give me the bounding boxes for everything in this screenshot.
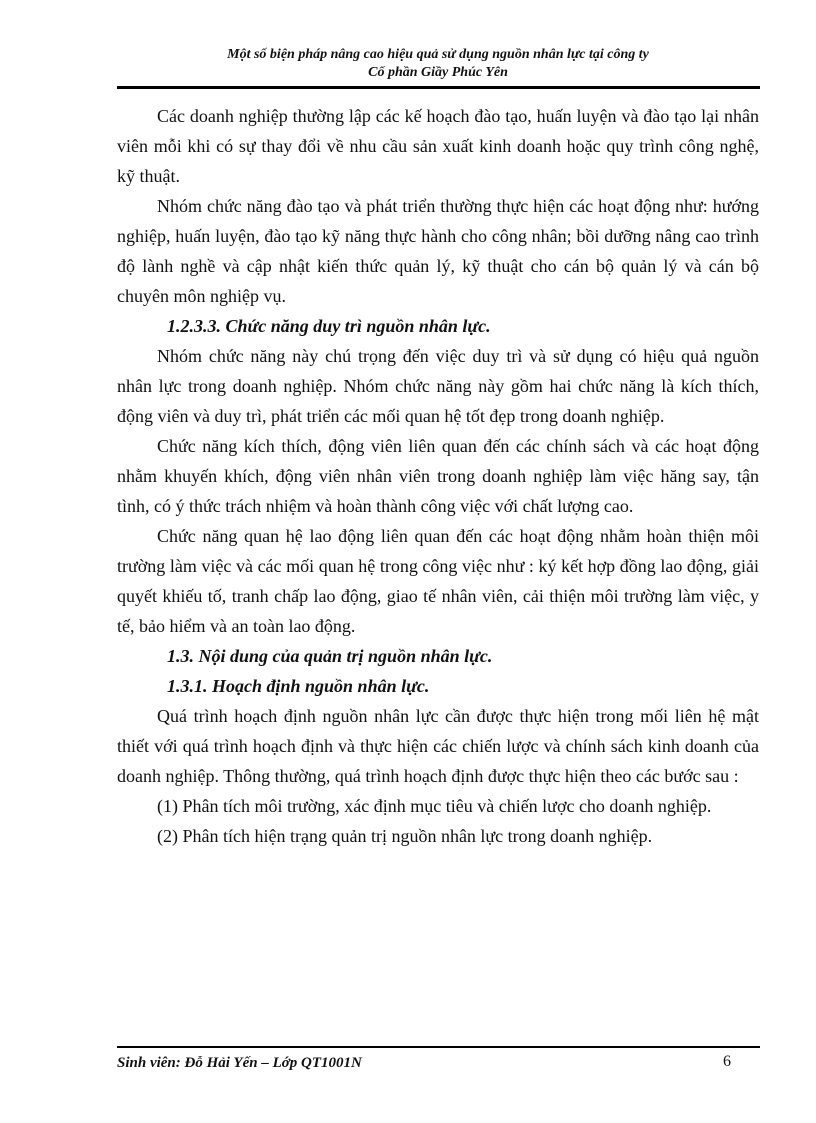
header-divider bbox=[117, 86, 760, 89]
header-title-line-1: Một số biện pháp nâng cao hiệu quả sử dụng nguồn nhân lực tại công ty bbox=[227, 47, 649, 62]
page-header bbox=[117, 46, 759, 82]
paragraph-training-activities: Nhóm chức năng đào tạo và phát triển thường thực hiện các hoạt động như: hướng nghiệp, huấn luyện, đào tạo kỹ năng thực hành cho công nhân; bồi dưỡng nâng cao trình độ lành nghề và cập nhật kiến thức quản lý, kỹ thuật cho cán bộ quản lý và cán bộ chuyên môn nghiệp vụ. bbox=[117, 196, 759, 306]
paragraph-maintenance-function: Nhóm chức năng này chú trọng đến việc duy trì và sử dụng có hiệu quả nguồn nhân lực trong doanh nghiệp. Nhóm chức năng này gồm hai chức năng là kích thích, động viên và duy trì, phát triển các mối quan hệ tốt đẹp trong doanh nghiệp. bbox=[117, 346, 759, 426]
footer-student-info: Sinh viên: Đỗ Hải Yến – Lớp QT1001N bbox=[117, 1055, 362, 1071]
paragraph-hr-planning: Quá trình hoạch định nguồn nhân lực cần được thực hiện trong mối liên hệ mật thiết với quá trình hoạch định và thực hiện các chiến lược và chính sách kinh doanh của doanh nghiệp. Thông thường, quá trình hoạch định được thực hiện theo các bước sau : bbox=[117, 706, 759, 786]
paragraph-training-plans: Các doanh nghiệp thường lập các kế hoạch đào tạo, huấn luyện và đào tạo lại nhân viên mỗi khi có sự thay đổi về nhu cầu sản xuất kinh doanh hoặc quy trình công nghệ, kỹ thuật. bbox=[117, 106, 759, 186]
section-heading-1-3: 1.3. Nội dung của quản trị nguồn nhân lực. bbox=[167, 646, 493, 666]
footer-divider bbox=[117, 1046, 760, 1048]
paragraph-motivation-function: Chức năng kích thích, động viên liên quan đến các chính sách và các hoạt động nhằm khuyến khích, động viên nhân viên trong doanh nghiệp làm việc hăng say, tận tình, có ý thức trách nhiệm và hoàn thành công việc với chất lượng cao. bbox=[117, 436, 759, 516]
paragraph-labor-relations: Chức năng quan hệ lao động liên quan đến các hoạt động nhằm hoàn thiện môi trường làm việc và các mối quan hệ trong công việc như : ký kết hợp đồng lao động, giải quyết khiếu tố, tranh chấp lao động, giao tế nhân viên, cải thiện môi trường làm việc, y tế, bảo hiểm và an toàn lao động. bbox=[117, 526, 759, 636]
list-item-step-2: (2) Phân tích hiện trạng quản trị nguồn nhân lực trong doanh nghiệp. bbox=[157, 826, 653, 846]
header-title-line-2: Cổ phần Giầy Phúc Yên bbox=[368, 65, 508, 80]
page-number: 6 bbox=[723, 1053, 731, 1070]
document-body bbox=[117, 101, 759, 851]
section-heading-1-2-3-3: 1.2.3.3. Chức năng duy trì nguồn nhân lực. bbox=[167, 316, 491, 336]
section-heading-1-3-1: 1.3.1. Hoạch định nguồn nhân lực. bbox=[167, 676, 430, 696]
list-item-step-1: (1) Phân tích môi trường, xác định mục tiêu và chiến lược cho doanh nghiệp. bbox=[157, 796, 712, 816]
